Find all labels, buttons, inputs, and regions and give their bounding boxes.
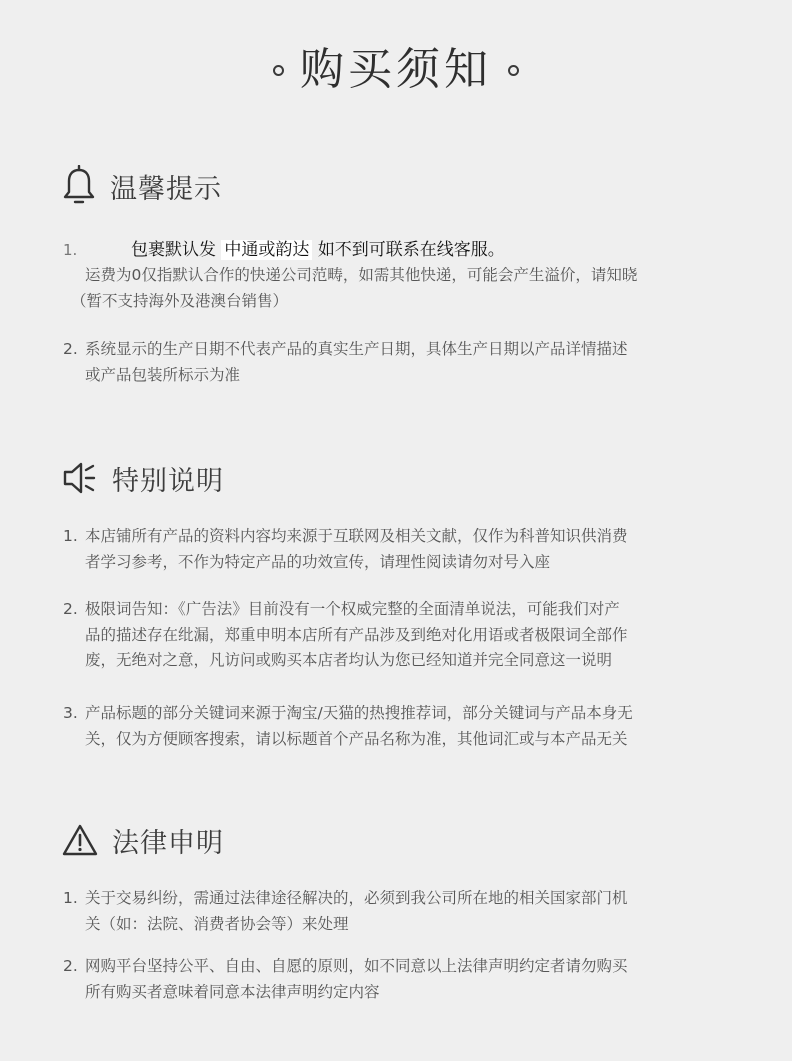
- item-line: 所有购买者意味着同意本法律声明约定内容: [85, 982, 380, 1001]
- list-item: [63, 954, 733, 1005]
- bell-icon: [62, 165, 96, 207]
- item-number: 1.: [63, 527, 78, 545]
- page-header: [0, 40, 792, 100]
- list-item: [63, 337, 733, 388]
- item-line: 系统显示的生产日期不代表产品的真实生产日期，具体生产日期以产品详情描述: [85, 340, 628, 358]
- list-item: [63, 524, 733, 575]
- title-right-dot: [508, 65, 519, 76]
- item-line: 产品标题的部分关键词来源于淘宝/天猫的热搜推荐词，部分关键词与产品本身无: [85, 704, 633, 722]
- warning-icon: [62, 823, 98, 857]
- item-line: 网购平台坚持公平、自由、自愿的原则，如不同意以上法律声明约定者请勿购买: [85, 957, 628, 975]
- item-line: （暂不支持海外及港澳台销售）: [71, 291, 289, 310]
- item-lead-after: 如不到可联系在线客服。: [317, 240, 505, 260]
- item-line: 运费为0仅指默认合作的快递公司范畴，如需其他快递，可能会产生溢价，请知晓: [85, 266, 638, 284]
- item-line: 本店铺所有产品的资料内容均来源于互联网及相关文献，仅作为科普知识供消费: [85, 527, 628, 545]
- list-item: [63, 597, 733, 674]
- list-item: [63, 886, 733, 937]
- section-title: 法律申明: [112, 827, 224, 859]
- title-left-dot: [273, 65, 284, 76]
- item-lead-line: [63, 237, 733, 263]
- section-notes: [62, 456, 742, 500]
- item-line: 关（如：法院、消费者协会等）来处理: [85, 914, 349, 933]
- page-title: 购买须知: [300, 44, 492, 95]
- speaker-icon: [62, 460, 98, 496]
- section-tips: [62, 164, 742, 208]
- item-number: 1.: [63, 889, 78, 907]
- item-number: 2.: [63, 957, 78, 975]
- item-line: 极限词告知：《广告法》目前没有一个权威完整的全面清单说法，可能我们对产: [85, 600, 620, 618]
- list-item: [63, 237, 733, 314]
- list-item: [63, 701, 733, 752]
- item-line: 关，仅为方便顾客搜索，请以标题首个产品名称为准，其他词汇或与本产品无关: [85, 729, 628, 748]
- item-line: 废，无绝对之意，凡访问或购买本店者均认为您已经知道并完全同意这一说明: [85, 651, 613, 669]
- section-title: 特别说明: [112, 465, 224, 497]
- item-line: 关于交易纠纷，需通过法律途径解决的，必须到我公司所在地的相关国家部门机: [85, 889, 628, 907]
- item-number: 2.: [63, 600, 78, 618]
- item-number: 2.: [63, 340, 78, 358]
- section-header: [62, 164, 742, 208]
- item-number: 1.: [63, 241, 78, 259]
- section-legal: [62, 818, 742, 862]
- courier-highlight: 中通或韵达: [221, 240, 312, 260]
- item-number: 3.: [63, 704, 78, 722]
- item-lead-text: 包裹默认发: [131, 240, 216, 260]
- section-title: 温馨提示: [110, 173, 222, 205]
- section-header: [62, 818, 742, 862]
- item-line: 品的描述存在纰漏，郑重申明本店所有产品涉及到绝对化用语或者极限词全部作: [85, 625, 628, 644]
- item-line: 或产品包装所标示为准: [85, 365, 241, 384]
- item-line: 者学习参考，不作为特定产品的功效宣传，请理性阅读请勿对号入座: [85, 552, 551, 571]
- section-header: [62, 456, 742, 500]
